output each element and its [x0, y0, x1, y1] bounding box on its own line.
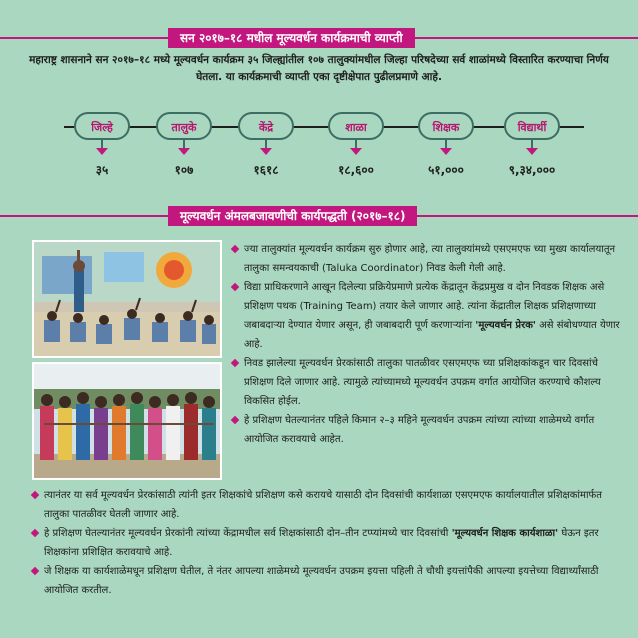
section2-title: मूल्यवर्धन अंमलबजावणीची कार्यपद्धती (२०१७–१८) — [168, 206, 417, 226]
stat-label: शिक्षक — [418, 112, 474, 140]
stat-item — [149, 112, 219, 178]
stat-value: १८,६०० — [338, 163, 374, 177]
stat-value: १०७ — [174, 163, 194, 177]
stat-item — [497, 112, 567, 178]
bullet-diamond-icon — [31, 567, 39, 575]
stat-arrow-icon — [96, 148, 108, 155]
bullet-diamond-icon — [31, 529, 39, 537]
group-photo — [32, 362, 222, 480]
classroom-illustration — [34, 242, 220, 356]
stat-value: ३५ — [95, 163, 109, 177]
stat-label: तालुके — [156, 112, 212, 140]
bullet-diamond-icon — [231, 359, 239, 367]
bullet-highlight: 'मूल्यवर्धन प्रेरक' — [475, 320, 536, 331]
group-illustration — [34, 364, 220, 478]
bullets-right — [232, 240, 628, 449]
bullet-text: निवड झालेल्या मूल्यवर्धन प्रेरकांसाठी तालुका पातळीवर एसएमएफ च्या प्रशिक्षकांकडून चार दिवसांचे प्रशिक्षण दिले जाणार आहे. त्यामुळे त्यांच्यामध्ये मूल्यवर्धन उपक्रम वर्गात आयोजित करण्याचे कौशल्य विकसित होईल. — [244, 358, 601, 407]
bullet-item — [232, 411, 628, 449]
stat-arrow-icon — [178, 148, 190, 155]
stat-value: ९,३४,००० — [508, 163, 556, 177]
stat-arrow-icon — [350, 148, 362, 155]
bullet-diamond-icon — [231, 416, 239, 424]
stat-arrow-icon — [260, 148, 272, 155]
bullets-full — [32, 486, 622, 600]
bullet-item — [32, 524, 622, 562]
bullet-text: ज्या तालुक्यांत मूल्यवर्धन कार्यक्रम सुरु होणार आहे, त्या तालुक्यांमध्ये एसएमएफ च्या मुख्य कार्यालयातून तालुका समन्वयकाची (Taluka Coordinator) निवड केली गेली आहे. — [244, 244, 616, 274]
bullet-text: त्यानंतर या सर्व मूल्यवर्धन प्रेरकांसाठी त्यांनी इतर शिक्षकांचे प्रशिक्षण कसे करायचे यासाठी दोन दिवसांची कार्यशाळा एसएमएफ कार्यालयातील प्रशिक्षकांमार्फत तालुका पातळीवर घेतली जाणार आहे. — [44, 490, 602, 520]
bullet-suffix: असे संबोधण्यात येणार आहे. — [244, 320, 620, 350]
bullet-diamond-icon — [231, 245, 239, 253]
bullet-item — [232, 240, 628, 278]
stat-label: विद्यार्थी — [504, 112, 560, 140]
stat-label: शाळा — [328, 112, 384, 140]
bullet-text: जे शिक्षक या कार्यशाळेमधून प्रशिक्षण घेतील, ते नंतर आपल्या शाळेमध्ये मूल्यवर्धन उपक्रम इयत्ता पहिली ते चौथी इयत्तांपैकी आपल्या इयत्तेच्या विद्यार्थ्यांसाठी आयोजित करतील. — [44, 566, 599, 596]
stat-connector — [265, 140, 267, 148]
bullet-item — [32, 486, 622, 524]
stat-item — [411, 112, 481, 178]
bullet-item — [232, 354, 628, 411]
bullet-item — [32, 562, 622, 600]
intro-paragraph: महाराष्ट्र शासनाने सन २०१७–१८ मध्ये मूल्यवर्धन कार्यक्रम ३५ जिल्ह्यांतील १०७ तालुक्यांमधील जिल्हा परिषदेच्या सर्व शाळांमध्ये विस्तारित करण्याचा निर्णय घेतला. या कार्यक्रमाची व्याप्ती एका दृष्टीक्षेपात पुढीलप्रमाणे आहे. — [29, 54, 609, 83]
stat-arrow-icon — [440, 148, 452, 155]
stat-item — [321, 112, 391, 178]
stat-item — [67, 112, 137, 178]
bullet-highlight: 'मूल्यवर्धन शिक्षक कार्यशाळा' — [451, 528, 559, 539]
stat-arrow-icon — [526, 148, 538, 155]
bullet-suffix: घेऊन इतर शिक्षकांना प्रशिक्षित करावयाचे आहे. — [44, 528, 599, 558]
stat-label: केंद्रे — [238, 112, 294, 140]
stat-label: जिल्हे — [74, 112, 130, 140]
stat-value: १६१८ — [253, 163, 279, 177]
stat-value: ५१,००० — [428, 163, 464, 177]
classroom-photo — [32, 240, 222, 358]
section2-header — [0, 206, 638, 226]
bullet-text: हे प्रशिक्षण घेतल्यानंतर पहिले किमान २–३ महिने मूल्यवर्धन उपक्रम त्यांच्या त्यांच्या शाळेमध्ये वर्गात आयोजित करावयाचे आहेत. — [244, 415, 595, 445]
section1-title: सन २०१७–१८ मधील मूल्यवर्धन कार्यक्रमाची व्याप्ती — [168, 28, 415, 48]
stat-item — [231, 112, 301, 178]
bullet-text: विद्या प्राधिकरणाने आखून दिलेल्या प्रक्रियेप्रमाणे प्रत्येक केंद्रातून केंद्रप्रमुख व दोन निवडक शिक्षक असे प्रशिक्षण पथक (Training Team) तयार केले जाणार आहे. त्यांना केंद्रातील शिक्षक प्रशिक्षणाच्या जबाबदाऱ्या देण्यात येणार असून, ही जबाबदारी पूर्ण करणाऱ्यांना — [244, 282, 605, 331]
bullet-item — [232, 278, 628, 354]
bullet-diamond-icon — [31, 491, 39, 499]
section1-header — [0, 28, 638, 48]
bullet-text: हे प्रशिक्षण घेतल्यानंतर मूल्यवर्धन प्रेरकांनी त्यांच्या केंद्रामधील सर्व शिक्षकांसाठी दोन–तीन टप्प्यांमध्ये चार दिवसांची — [44, 528, 452, 539]
bullet-diamond-icon — [231, 283, 239, 291]
